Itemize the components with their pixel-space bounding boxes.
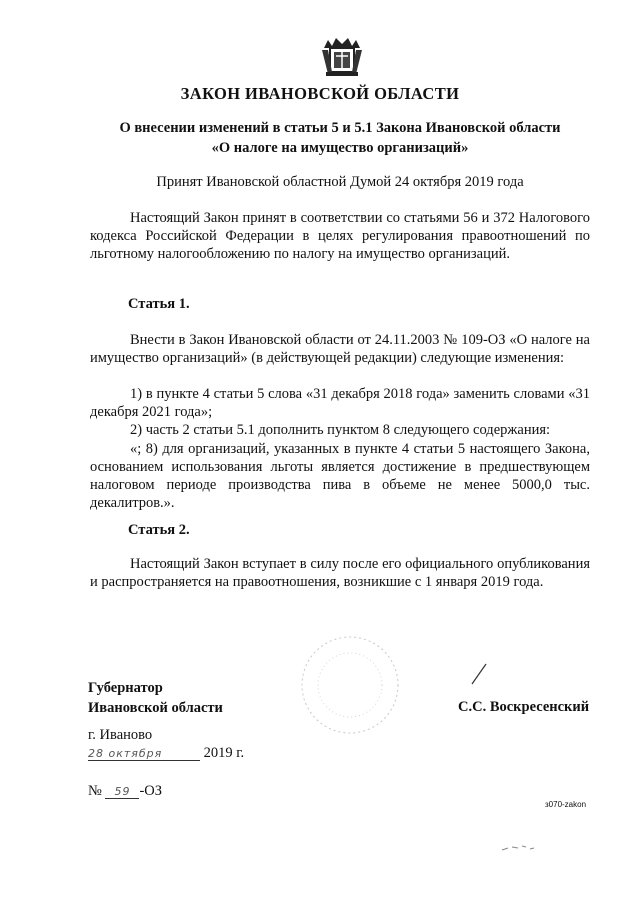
scan-speckle: [500, 842, 540, 856]
preamble-paragraph: [90, 209, 590, 263]
article-1-item-2-content: [90, 440, 590, 512]
official-seal: [290, 630, 410, 740]
signing-year: 2019 г.: [203, 745, 245, 761]
article-1-item-2: [90, 421, 590, 439]
article-2-heading: Статья 2.: [128, 522, 190, 538]
document-title: ЗАКОН ИВАНОВСКОЙ ОБЛАСТИ: [180, 84, 460, 103]
governor-position-line-2: Ивановской области: [88, 700, 223, 716]
signing-date: [88, 745, 244, 762]
article-1-item-1: [90, 385, 590, 421]
subtitle-line-2: «О налоге на имущество организаций»: [211, 140, 469, 156]
law-number-suffix: -ОЗ: [139, 783, 163, 799]
law-number-prefix: №: [88, 783, 102, 799]
article-1-intro: [90, 331, 590, 367]
subtitle-line-1: О внесении изменений в статьи 5 и 5.1 Закона Ивановской области: [119, 120, 561, 136]
preamble-text: Настоящий Закон принят в соответствии со статьями 56 и 372 Налогового кодекса Российской Федерации в целях регулирования правоотношений по льготному налогообложению по налогу на имущество организаций.: [90, 210, 590, 262]
article-2-text: Настоящий Закон вступает в силу после его официального опубликования и распространяется на правоотношения, возникшие с 1 января 2019 года.: [90, 556, 590, 590]
article-1-item-2-content-text: «; 8) для организаций, указанных в пункте 4 статьи 5 настоящего Закона, основанием использования льготы является достижение в предшествующем налоговом периоде производства пива в объеме не менее 5000,0 тыс. декалитров.».: [90, 441, 590, 511]
article-1-item-1-text: 1) в пункте 4 статьи 5 слова «31 декабря 2018 года» заменить словами «31 декабря 2021 года»;: [90, 386, 590, 420]
governor-position: [88, 678, 223, 718]
handwritten-number: 59: [105, 785, 139, 799]
governor-position-line-1: Губернатор: [88, 680, 163, 696]
document-subtitle: [80, 118, 600, 158]
law-number: [88, 783, 162, 800]
adoption-note: Принят Ивановской областной Думой 24 октября 2019 года: [156, 174, 524, 190]
handwritten-date: 28 октября: [88, 747, 200, 761]
handwritten-signature: [470, 662, 490, 686]
document-code: з070-zakon: [545, 800, 587, 809]
city: г. Иваново: [88, 727, 153, 743]
article-2-paragraph: [90, 555, 590, 591]
coat-of-arms-icon: [318, 34, 366, 78]
governor-name: С.С. Воскресенский: [458, 699, 590, 715]
article-1-intro-text: Внести в Закон Ивановской области от 24.11.2003 № 109-ОЗ «О налоге на имущество организаций» (в действующей редакции) следующие изменения:: [90, 332, 590, 366]
article-1-heading: Статья 1.: [128, 296, 190, 312]
article-1-item-2-text: 2) часть 2 статьи 5.1 дополнить пунктом 8 следующего содержания:: [130, 422, 551, 438]
